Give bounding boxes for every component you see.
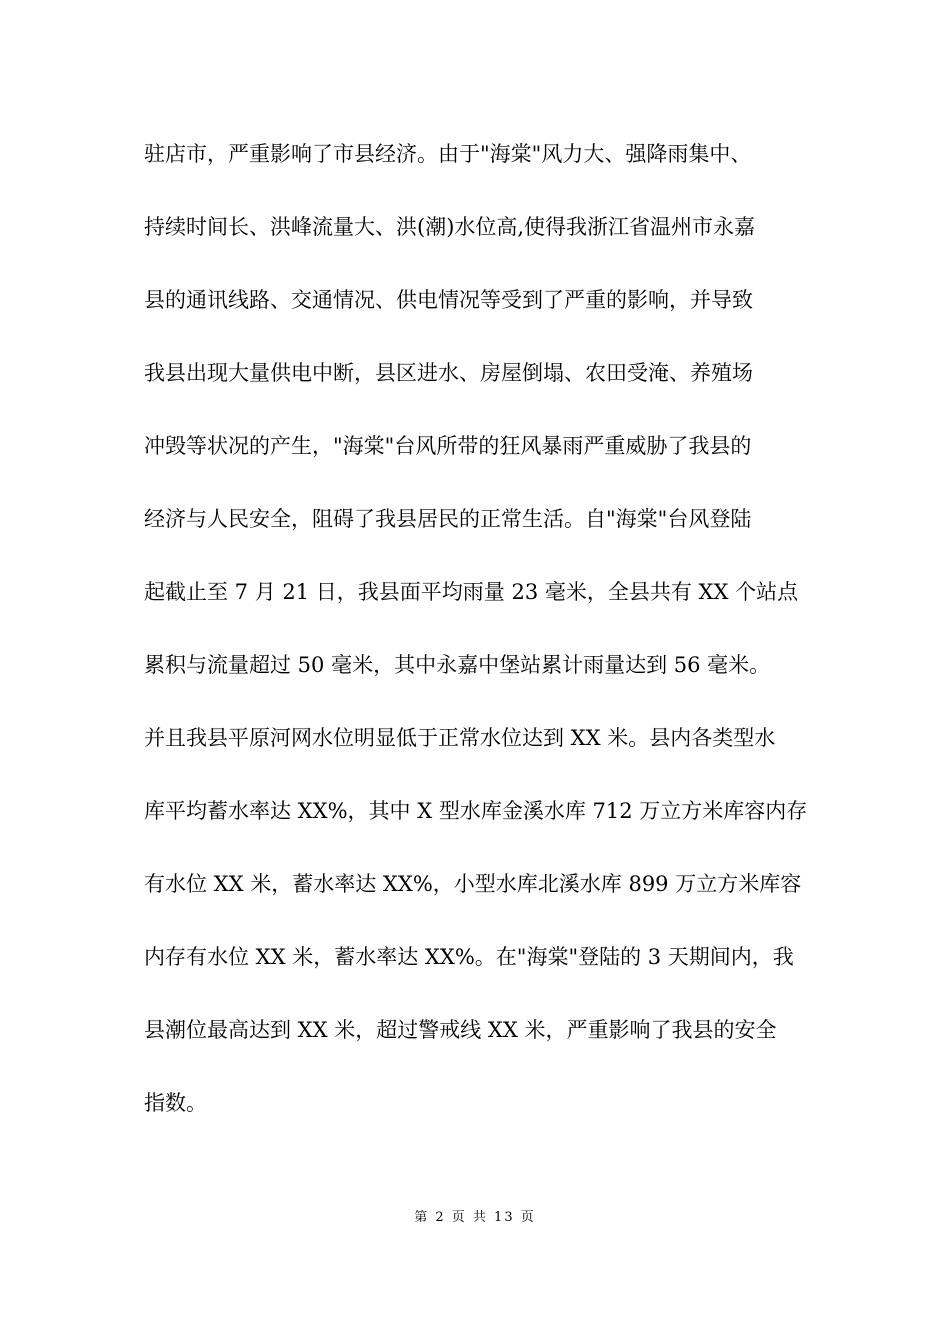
body-paragraph: [144, 130, 844, 1152]
text-line: 县的通讯线路、交通情况、供电情况等受到了严重的影响，并导致: [144, 288, 753, 312]
text-line: 有水位 XX 米，蓄水率达 XX%，小型水库北溪水库 899 万立方米库容: [144, 872, 802, 896]
text-line: 驻店市，严重影响了市县经济。由于"海棠"风力大、强降雨集中、: [144, 142, 752, 166]
text-line: 起截止至 7 月 21 日，我县面平均雨量 23 毫米，全县共有 XX 个站点: [144, 580, 799, 604]
text-line: 持续时间长、洪峰流量大、洪(潮)水位高,使得我浙江省温州市永嘉: [144, 215, 756, 239]
page-number-footer: 第 2 页 共 13 页: [414, 1210, 536, 1225]
text-line: 县潮位最高达到 XX 米，超过警戒线 XX 米，严重影响了我县的安全: [144, 1018, 777, 1042]
text-line: 累积与流量超过 50 毫米，其中永嘉中堡站累计雨量达到 56 毫米。: [144, 653, 771, 677]
text-line: 指数。: [144, 1091, 207, 1115]
text-line: 经济与人民安全，阻碍了我县居民的正常生活。自"海棠"台风登陆: [144, 507, 752, 531]
text-line: 并且我县平原河网水位明显低于正常水位达到 XX 米。县内各类型水: [144, 726, 776, 750]
text-line: 我县出现大量供电中断，县区进水、房屋倒塌、农田受淹、养殖场: [144, 361, 753, 385]
text-line: 库平均蓄水率达 XX%，其中 X 型水库金溪水库 712 万立方米库容内存: [144, 799, 808, 823]
text-line: 冲毁等状况的产生，"海棠"台风所带的狂风暴雨严重威胁了我县的: [144, 434, 752, 458]
text-line: 内存有水位 XX 米，蓄水率达 XX%。在"海棠"登陆的 3 天期间内，我: [144, 945, 794, 969]
